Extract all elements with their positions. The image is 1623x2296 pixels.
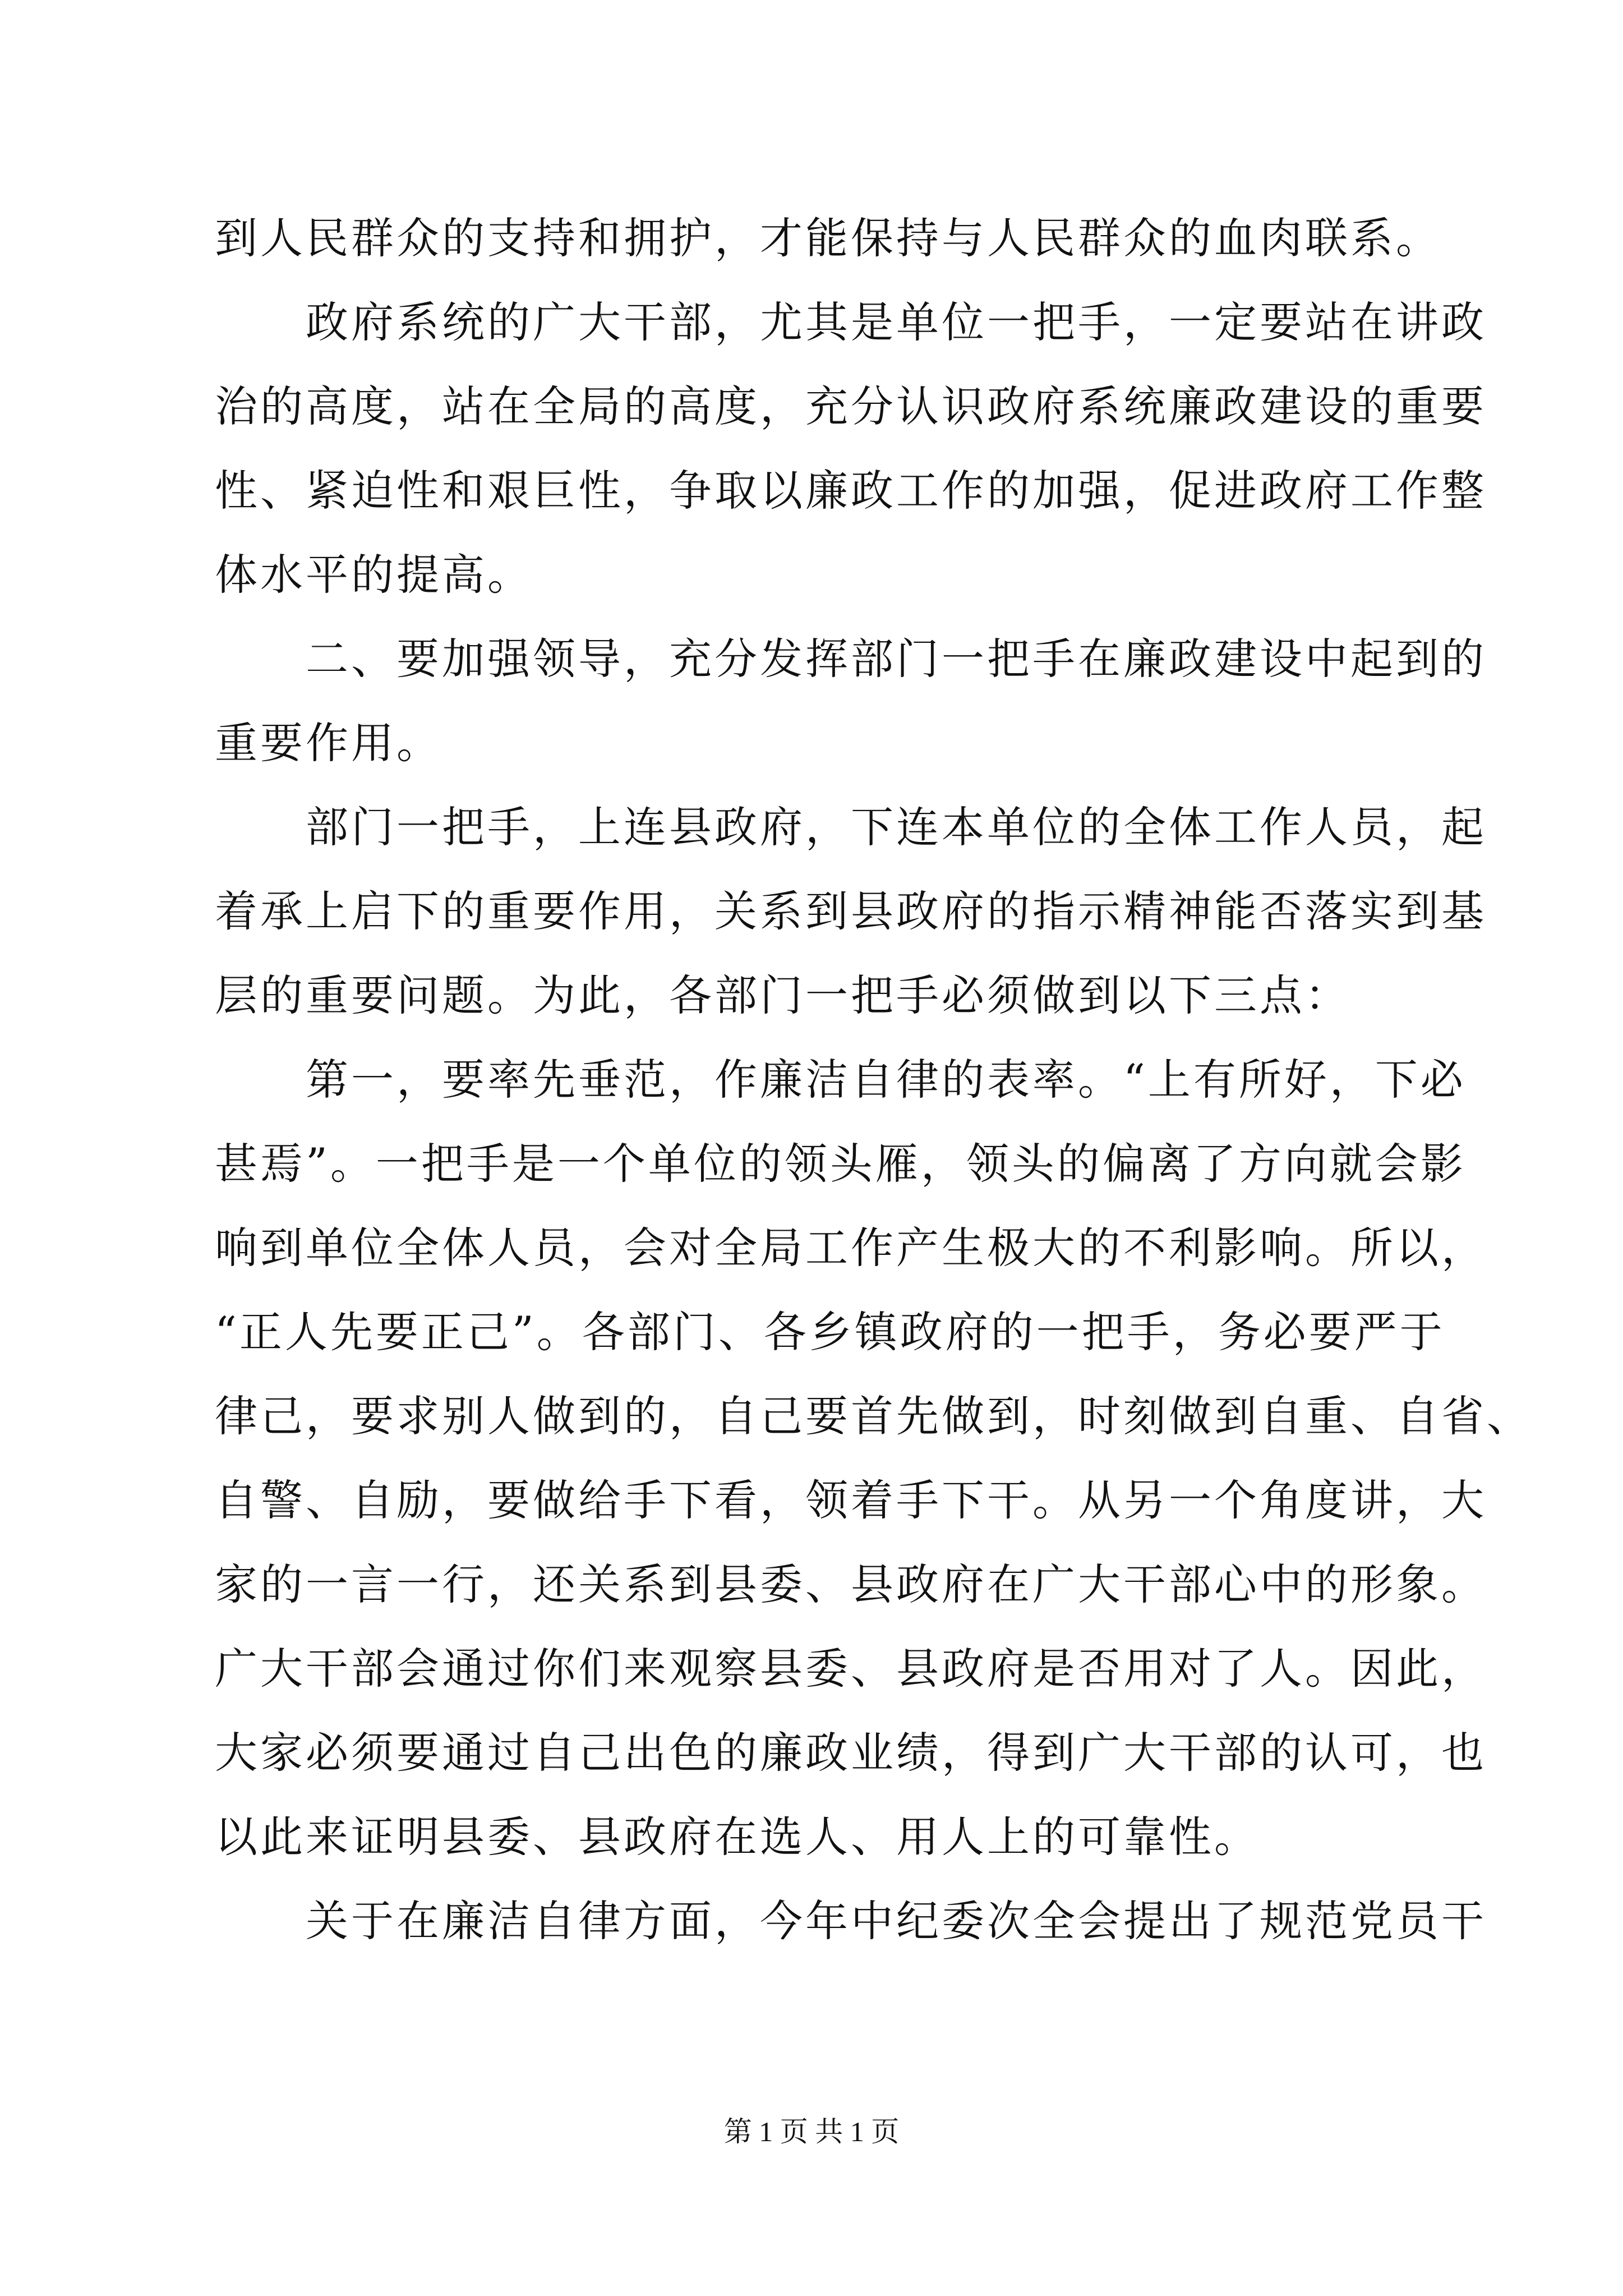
text-line: “正人先要正己”。各部门、各乡镇政府的一把手，务必要严于 <box>215 1307 1445 1357</box>
text-line: 重要作用。 <box>215 718 442 768</box>
text-line: 广大干部会通过你们来观察县委、县政府是否用对了人。因此， <box>215 1644 1487 1694</box>
text-line: 关于在廉洁自律方面，今年中纪委次全会提出了规范党员干 <box>215 1896 1487 1946</box>
text-line: 家的一言一行，还关系到县委、县政府在广大干部心中的形象。 <box>215 1559 1487 1609</box>
text-line: 着承上启下的重要作用，关系到县政府的指示精神能否落实到基 <box>215 886 1487 936</box>
text-line: 甚焉”。一把手是一个单位的领头雁，领头的偏离了方向就会影 <box>215 1139 1466 1189</box>
text-line: 层的重要问题。为此，各部门一把手必须做到以下三点： <box>215 970 1350 1020</box>
text-line: 政府系统的广大干部，尤其是单位一把手，一定要站在讲政 <box>215 297 1487 347</box>
text-line: 以此来证明县委、县政府在选人、用人上的可靠性。 <box>215 1812 1260 1862</box>
text-line: 到人民群众的支持和拥护，才能保持与人民群众的血肉联系。 <box>215 213 1441 263</box>
text-line: 大家必须要通过自己出色的廉政业绩，得到广大干部的认可，也 <box>215 1728 1487 1778</box>
text-line: 第一，要率先垂范，作廉洁自律的表率。“上有所好，下必 <box>215 1055 1466 1105</box>
text-line: 二、要加强领导，充分发挥部门一把手在廉政建设中起到的 <box>215 634 1487 684</box>
page-number-footer: 第 1 页 共 1 页 <box>723 2116 900 2147</box>
text-line: 自警、自励，要做给手下看，领着手下干。从另一个角度讲，大 <box>215 1475 1487 1525</box>
text-line: 律己，要求别人做到的，自己要首先做到，时刻做到自重、自省、 <box>215 1391 1532 1441</box>
text-line: 部门一把手，上连县政府，下连本单位的全体工作人员，起 <box>215 802 1487 852</box>
text-line: 治的高度，站在全局的高度，充分认识政府系统廉政建设的重要 <box>215 381 1487 431</box>
text-line: 性、紧迫性和艰巨性，争取以廉政工作的加强，促进政府工作整 <box>215 466 1487 516</box>
text-line: 响到单位全体人员，会对全局工作产生极大的不利影响。所以， <box>215 1223 1487 1273</box>
text-line: 体水平的提高。 <box>215 550 533 600</box>
